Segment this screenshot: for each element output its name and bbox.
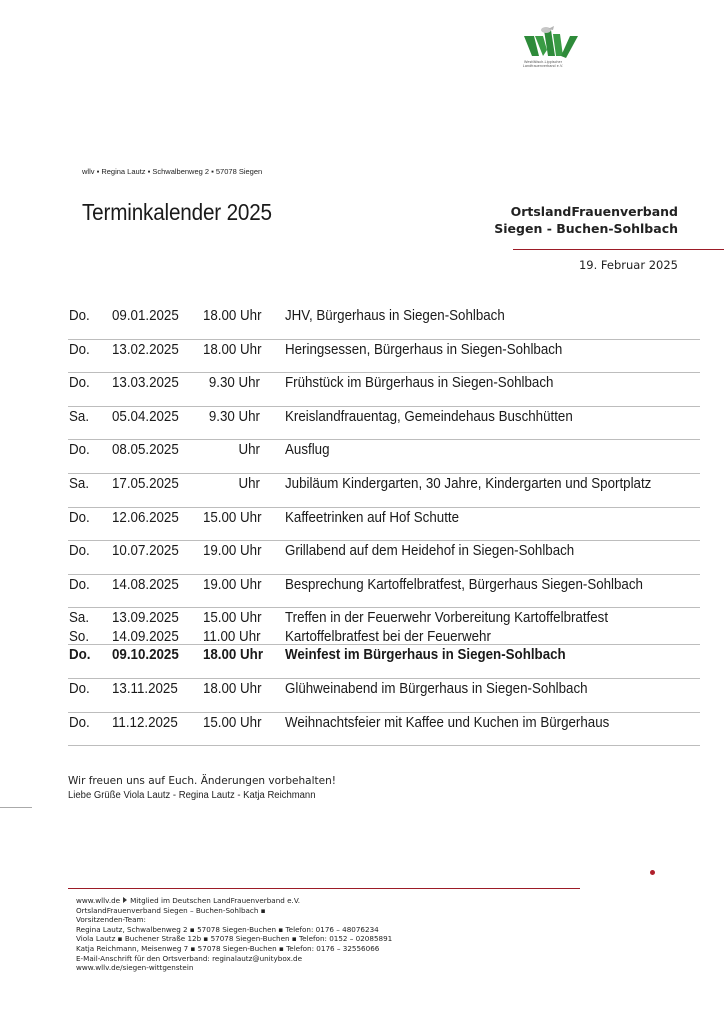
page-title: Terminkalender 2025 xyxy=(82,199,272,225)
arrow-right-icon xyxy=(123,897,127,903)
event-date: 10.07.2025 xyxy=(112,543,179,560)
event-time: Uhr xyxy=(238,442,260,459)
event-description: Kreislandfrauentag, Gemeindehaus Buschhütten xyxy=(285,408,573,425)
letter-date: 19. Februar 2025 xyxy=(578,258,678,272)
org-line-1: OrtslandFrauenverband xyxy=(510,204,678,219)
event-time: 11.00 Uhr xyxy=(202,629,261,646)
event-day: Do. xyxy=(69,647,91,664)
footer-email: E-Mail-Anschrift für den Ortsverband: reginalautz@unitybox.de xyxy=(76,953,303,963)
event-day: Do. xyxy=(69,308,90,324)
event-date: 13.02.2025 xyxy=(112,341,179,358)
footer-divider xyxy=(68,888,580,889)
event-calendar xyxy=(68,306,700,746)
event-day: Sa. xyxy=(69,475,90,492)
event-time: 15.00 Uhr xyxy=(202,509,262,526)
footer-contact-2: Viola Lautz ▪ Buchener Straße 12b ▪ 57078 Siegen-Buchen ▪ Telefon: 0152 – 02085891 xyxy=(76,934,393,944)
closing-signature: Liebe Grüße Viola Lautz - Regina Lautz - Katja Reichmann xyxy=(68,790,316,801)
event-day: Do. xyxy=(69,375,90,392)
footer-website-link[interactable]: www.wllv.de xyxy=(76,896,121,905)
event-row xyxy=(68,608,700,645)
event-day: Do. xyxy=(69,714,90,731)
event-time: 19.00 Uhr xyxy=(202,543,262,560)
sender-line: wllv ▪ Regina Lautz ▪ Schwalbenweg 2 ▪ 57078 Siegen xyxy=(82,167,263,176)
event-date: 12.06.2025 xyxy=(112,509,179,526)
event-date: 13.09.2025 xyxy=(112,610,179,627)
event-day: Sa. xyxy=(69,610,90,627)
event-description: Heringsessen, Bürgerhaus in Siegen-Sohlbach xyxy=(285,341,563,358)
event-date: 05.04.2025 xyxy=(112,408,179,425)
event-description: Besprechung Kartoffelbratfest, Bürgerhaus Siegen-Sohlbach xyxy=(285,576,643,593)
wllv-logo-icon xyxy=(522,26,580,60)
footer-contact-1: Regina Lautz, Schwalbenweg 2 ▪ 57078 Siegen-Buchen ▪ Telefon: 0176 – 48076234 xyxy=(76,924,379,934)
org-line-2: Siegen - Buchen-Sohlbach xyxy=(494,221,678,236)
event-time: 9.30 Uhr xyxy=(208,375,260,392)
footer-membership: Mitglied im Deutschen LandFrauenverband e.V. xyxy=(130,896,301,905)
event-row xyxy=(68,541,700,575)
event-time: 19.00 Uhr xyxy=(202,576,262,593)
footer-contact-3: Katja Reichmann, Meisenweg 7 ▪ 57078 Siegen-Buchen ▪ Telefon: 0176 – 32556066 xyxy=(76,943,380,953)
event-date: 13.03.2025 xyxy=(112,375,179,392)
event-time: 18.00 Uhr xyxy=(202,341,262,358)
event-date: 14.08.2025 xyxy=(112,576,179,593)
event-time: Uhr xyxy=(238,475,260,492)
event-description: Treffen in der Feuerwehr Vorbereitung Kartoffelbratfest xyxy=(285,610,609,627)
event-description: Glühweinabend im Bürgerhaus in Siegen-Sohlbach xyxy=(285,680,588,697)
event-description: Weihnachtsfeier mit Kaffee und Kuchen im Bürgerhaus xyxy=(285,714,610,731)
closing-text xyxy=(68,775,336,801)
fold-mark xyxy=(0,807,32,808)
event-description: Jubiläum Kindergarten, 30 Jahre, Kindergarten und Sportplatz xyxy=(285,475,652,492)
header-divider xyxy=(513,249,724,250)
event-day: Do. xyxy=(69,509,90,526)
event-row-highlighted xyxy=(68,645,700,679)
event-time: 15.00 Uhr xyxy=(202,610,262,627)
event-row xyxy=(68,713,700,747)
footer-local-link[interactable]: www.wllv.de/siegen-wittgenstein xyxy=(76,963,194,973)
organization-name xyxy=(494,203,678,237)
event-row xyxy=(68,474,700,508)
event-date: 14.09.2025 xyxy=(112,629,179,646)
event-date: 17.05.2025 xyxy=(112,475,179,492)
event-date: 08.05.2025 xyxy=(112,442,179,459)
wllv-logo xyxy=(508,26,588,72)
event-time: 18.00 Uhr xyxy=(202,647,264,664)
logo-subtitle: Westfälisch-Lippischer Landfrauenverband e.V. xyxy=(522,60,564,68)
event-description: Weinfest im Bürgerhaus in Siegen-Sohlbach xyxy=(285,647,566,664)
event-time: 18.00 Uhr xyxy=(202,308,262,324)
event-description: Grillabend auf dem Heidehof in Siegen-Sohlbach xyxy=(285,543,575,560)
event-time: 18.00 Uhr xyxy=(202,680,262,697)
event-row xyxy=(68,679,700,713)
event-time: 9.30 Uhr xyxy=(208,408,260,425)
closing-main: Wir freuen uns auf Euch. Änderungen vorbehalten! xyxy=(68,775,336,787)
event-row xyxy=(68,407,700,441)
event-day: Do. xyxy=(69,341,90,358)
event-time: 15.00 Uhr xyxy=(202,714,262,731)
event-description: Ausflug xyxy=(285,442,330,459)
event-date: 11.12.2025 xyxy=(112,714,178,731)
event-day: Do. xyxy=(69,680,90,697)
footer-org: OrtslandFrauenverband Siegen – Buchen-Sohlbach ▪ xyxy=(76,905,266,915)
footer-team-heading: Vorsitzenden-Team: xyxy=(76,915,146,925)
event-date: 09.01.2025 xyxy=(112,308,179,324)
event-row xyxy=(68,306,700,340)
event-row xyxy=(68,575,700,609)
event-date: 09.10.2025 xyxy=(112,647,179,664)
event-day: Sa. xyxy=(69,408,90,425)
event-row xyxy=(68,340,700,374)
event-row xyxy=(68,440,700,474)
event-row xyxy=(68,508,700,542)
event-description: Kaffeetrinken auf Hof Schutte xyxy=(285,509,460,526)
small-badge-icon xyxy=(650,869,666,879)
event-day: Do. xyxy=(69,543,90,560)
event-day: Do. xyxy=(69,442,90,459)
event-day: So. xyxy=(69,629,90,646)
event-description: Frühstück im Bürgerhaus in Siegen-Sohlbach xyxy=(285,375,554,392)
event-description: Kartoffelbratfest bei der Feuerwehr xyxy=(285,629,491,646)
event-row xyxy=(68,373,700,407)
event-day: Do. xyxy=(69,576,90,593)
event-description: JHV, Bürgerhaus in Siegen-Sohlbach xyxy=(285,308,505,324)
footer xyxy=(76,896,392,973)
event-date: 13.11.2025 xyxy=(112,680,178,697)
